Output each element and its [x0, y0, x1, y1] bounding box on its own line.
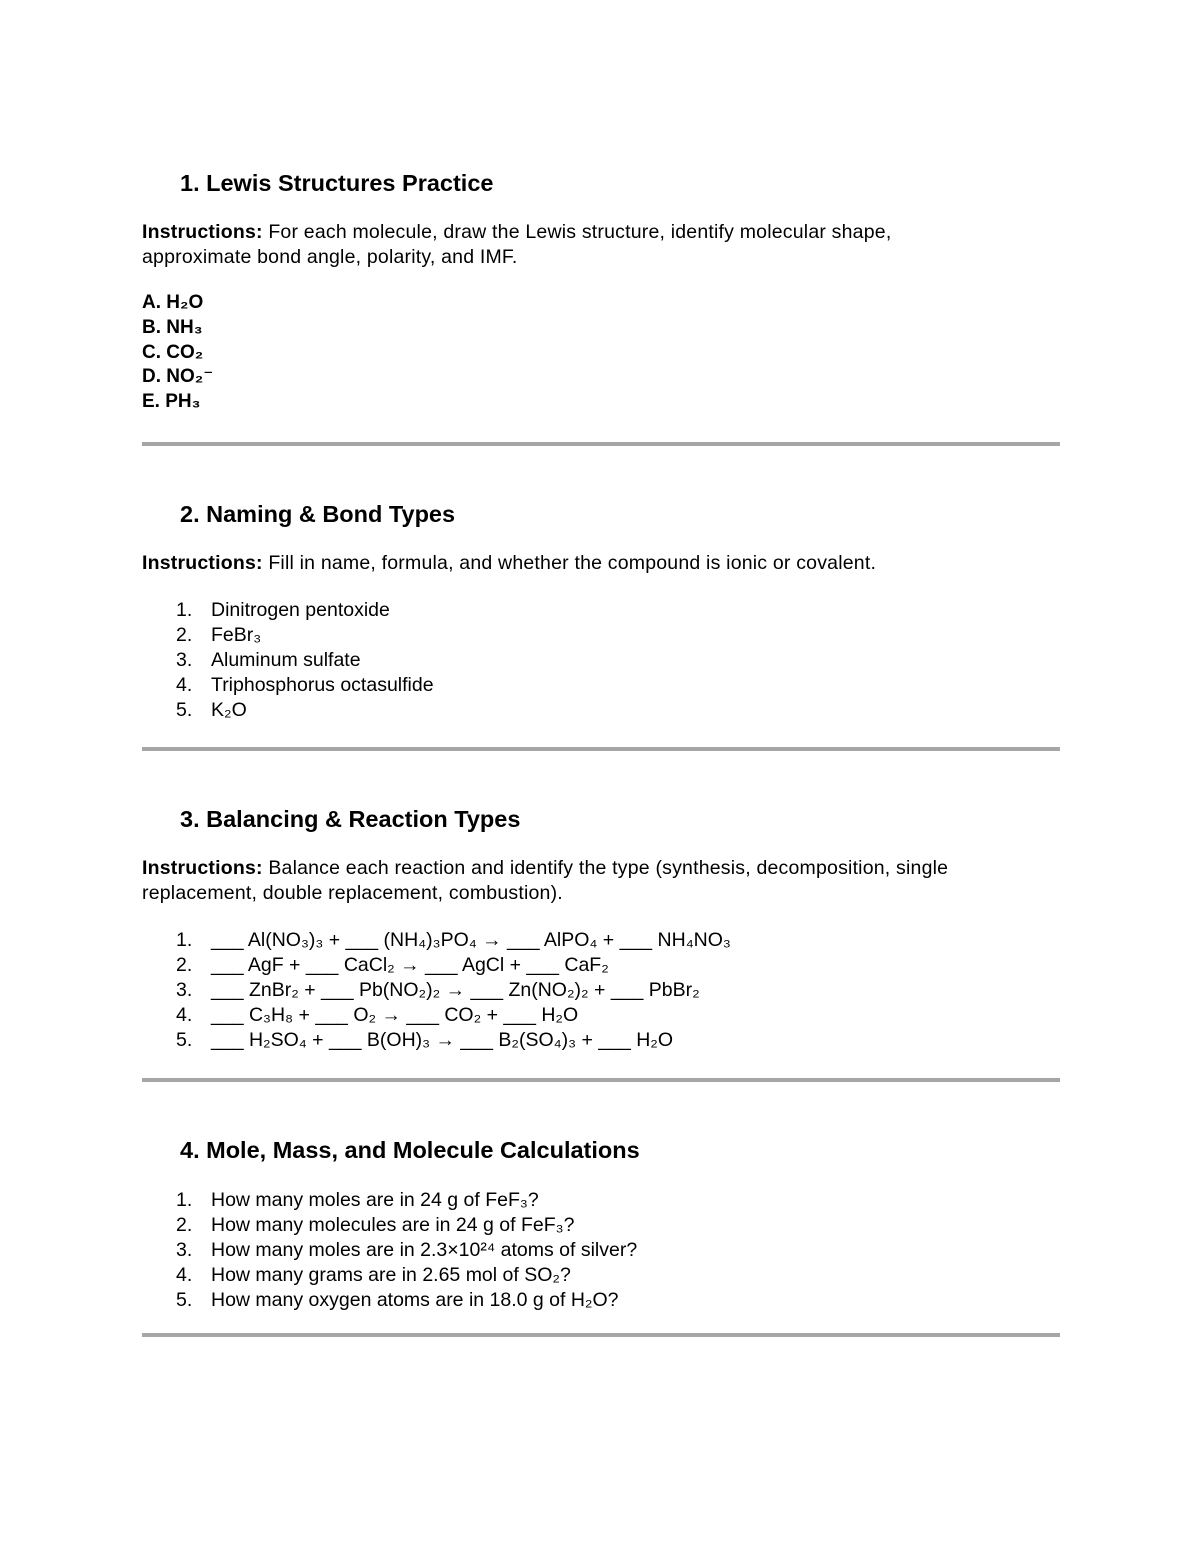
section-heading: 2. Naming & Bond Types: [180, 501, 456, 527]
question-text: How many oxygen atoms are in 18.0 g of H₂O?: [211, 1289, 619, 1311]
item-number: 5.: [176, 1029, 193, 1051]
list-item: [142, 598, 1060, 623]
instructions-text-line2: approximate bond angle, polarity, and IMF.: [142, 246, 518, 268]
list-item: [142, 673, 1060, 698]
instructions-text: Fill in name, formula, and whether the compound is ionic or covalent.: [268, 552, 877, 574]
list-item: [142, 1028, 1060, 1053]
section-divider: [142, 1333, 1060, 1337]
item-number: 5.: [176, 1289, 193, 1311]
list-item: [142, 1188, 1060, 1213]
item-number: 2.: [176, 1214, 193, 1236]
section-mole-calculations: [142, 1135, 1060, 1313]
section-heading: 1. Lewis Structures Practice: [180, 170, 494, 196]
list-item: A. H₂O: [142, 292, 204, 313]
section-heading: 4. Mole, Mass, and Molecule Calculations: [180, 1137, 640, 1163]
reaction-equation: ___ Al(NO₃)₃ + ___ (NH₄)₃PO₄ → ___ AlPO₄ + ___ NH₄NO₃: [211, 929, 731, 951]
list-item: [142, 698, 1060, 723]
list-item: [142, 648, 1060, 673]
item-text: FeBr₃: [211, 624, 262, 646]
list-item: B. NH₃: [142, 316, 203, 338]
item-number: 3.: [176, 979, 193, 1001]
list-item: [142, 1003, 1060, 1028]
item-text: K₂O: [211, 699, 247, 721]
list-item: [142, 978, 1060, 1003]
question-text: How many moles are in 24 g of FeF₃?: [211, 1189, 539, 1211]
instructions: [142, 220, 1060, 270]
item-number: 3.: [176, 649, 193, 671]
section-lewis-structures: [142, 168, 1060, 415]
section-divider: [142, 747, 1060, 751]
item-number: 1.: [176, 929, 193, 951]
list-item: [142, 1238, 1060, 1263]
instructions-text: For each molecule, draw the Lewis structure, identify molecular shape,: [268, 221, 892, 243]
item-number: 4.: [176, 674, 193, 696]
instructions-text: Balance each reaction and identify the type (synthesis, decomposition, single: [268, 857, 949, 879]
section-divider: [142, 1078, 1060, 1082]
list-item: E. PH₃: [142, 391, 201, 413]
list-item: [142, 623, 1060, 648]
question-text: How many molecules are in 24 g of FeF₃?: [211, 1214, 575, 1236]
item-number: 2.: [176, 954, 193, 976]
item-text: Aluminum sulfate: [211, 649, 361, 671]
item-number: 1.: [176, 599, 193, 621]
item-number: 5.: [176, 699, 193, 721]
question-list: [142, 1188, 1060, 1313]
section-heading: 3. Balancing & Reaction Types: [180, 806, 521, 832]
instructions: [142, 856, 1060, 906]
list-item: [142, 1263, 1060, 1288]
item-number: 2.: [176, 624, 193, 646]
list-item: [142, 1288, 1060, 1313]
list-item: C. CO₂: [142, 341, 204, 363]
item-number: 4.: [176, 1004, 193, 1026]
compound-list: [142, 598, 1060, 723]
item-number: 1.: [176, 1189, 193, 1211]
question-text: How many grams are in 2.65 mol of SO₂?: [211, 1264, 571, 1286]
reaction-list: [142, 928, 1060, 1053]
question-text: How many moles are in 2.3×10²⁴ atoms of silver?: [211, 1239, 638, 1261]
section-balancing-reactions: [142, 804, 1060, 1053]
item-number: 4.: [176, 1264, 193, 1286]
instructions-label: Instructions:: [142, 552, 263, 574]
instructions: [142, 551, 1060, 576]
instructions-label: Instructions:: [142, 857, 263, 879]
item-number: 3.: [176, 1239, 193, 1261]
section-divider: [142, 442, 1060, 446]
list-item: [142, 953, 1060, 978]
list-item: [142, 928, 1060, 953]
reaction-equation: ___ AgF + ___ CaCl₂ → ___ AgCl + ___ CaF₂: [211, 954, 609, 976]
list-item: [142, 1213, 1060, 1238]
instructions-text-line2: replacement, double replacement, combustion).: [142, 882, 563, 904]
reaction-equation: ___ ZnBr₂ + ___ Pb(NO₂)₂ → ___ Zn(NO₂)₂ + ___ PbBr₂: [211, 979, 700, 1001]
list-item: D. NO₂⁻: [142, 366, 214, 388]
item-text: Dinitrogen pentoxide: [211, 599, 390, 621]
molecule-list: [142, 291, 1060, 415]
reaction-equation: ___ H₂SO₄ + ___ B(OH)₃ → ___ B₂(SO₄)₃ + ___ H₂O: [211, 1029, 674, 1051]
reaction-equation: ___ C₃H₈ + ___ O₂ → ___ CO₂ + ___ H₂O: [211, 1004, 579, 1026]
item-text: Triphosphorus octasulfide: [211, 674, 434, 696]
section-naming-bond-types: [142, 499, 1060, 723]
instructions-label: Instructions:: [142, 221, 263, 243]
